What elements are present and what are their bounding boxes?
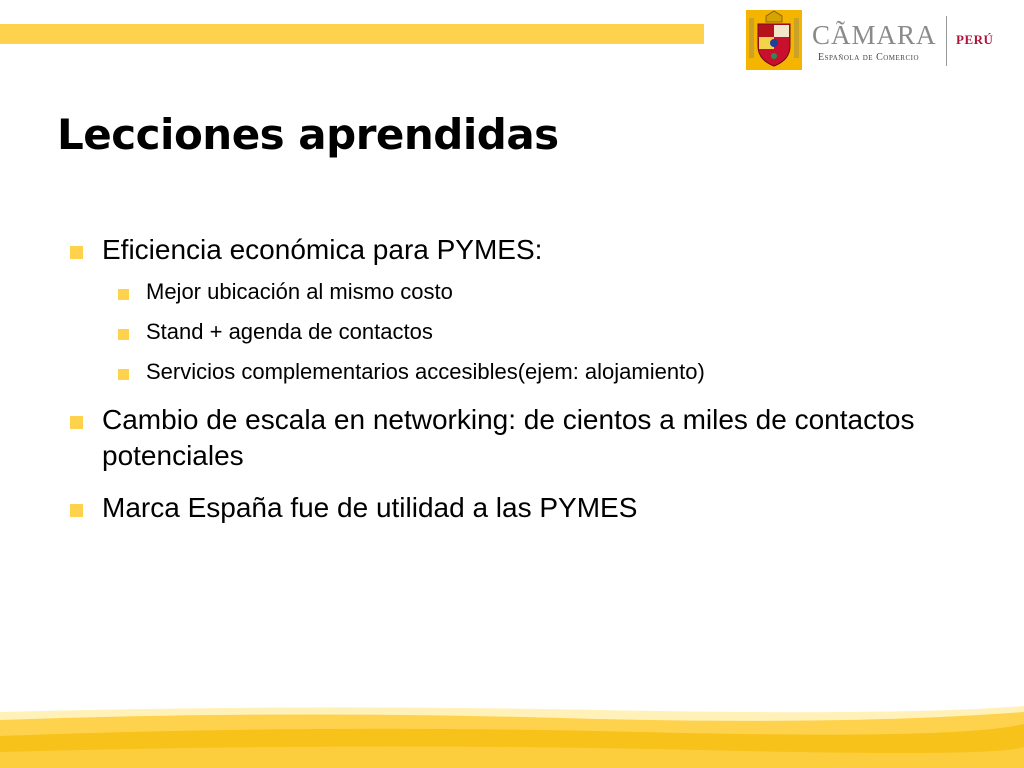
logo-divider	[946, 16, 947, 66]
camara-logo	[746, 10, 1006, 72]
logo-subtitle: Española de Comercio	[818, 52, 920, 63]
coat-of-arms-icon	[746, 10, 802, 70]
logo-name: CÃMARA	[812, 20, 937, 50]
bullet-item: Marca España fue de utilidad a las PYMES	[68, 490, 968, 526]
sub-bullet-item: Mejor ubicación al mismo costo	[68, 278, 968, 306]
logo-country: PERÚ	[956, 32, 994, 47]
slide-title: Lecciones aprendidas	[57, 110, 559, 159]
bullet-item: Eficiencia económica para PYMES:	[68, 232, 968, 268]
sub-bullet-item: Servicios complementarios accesibles(ejem: alojamiento)	[68, 358, 968, 386]
top-accent-band	[0, 24, 704, 44]
bullet-item: Cambio de escala en networking: de cientos a miles de contactos potenciales	[68, 402, 968, 474]
bullet-list	[68, 232, 968, 526]
sub-bullet-item: Stand + agenda de contactos	[68, 318, 968, 346]
bottom-wave-decoration	[0, 702, 1024, 768]
